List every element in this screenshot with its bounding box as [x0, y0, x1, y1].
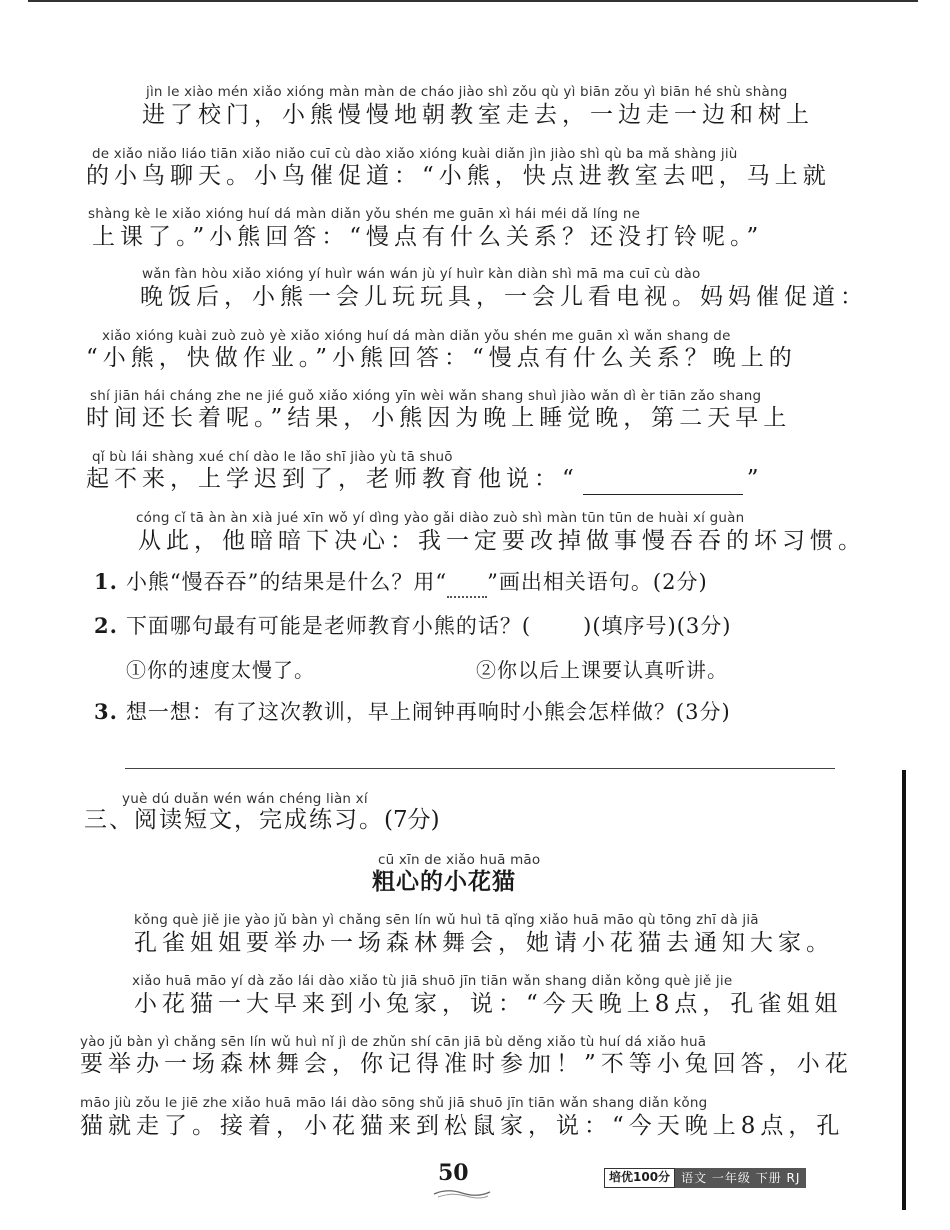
passage-line: “小熊，快做作业。”小熊回答：“慢点有什么关系？晚上的	[86, 345, 797, 371]
story-line: 要举办一场森林舞会，你记得准时参加！”不等小兔回答，小花	[80, 1051, 853, 1077]
passage-text: 起不来，上学迟到了，老师教育他说：“	[86, 466, 579, 492]
option-a: ①你的速度太慢了。	[126, 658, 315, 682]
story-title: 粗心的小花猫	[372, 869, 516, 895]
pinyin-line: de xiǎo niǎo liáo tiān xiǎo niǎo cuī cù dào xiǎo xióng kuài diǎn jìn jiào shì qù ba mǎ shàng jiù	[92, 146, 738, 162]
page-number: 50	[438, 1160, 469, 1186]
wavy-underline-mark	[447, 576, 487, 598]
pinyin-line: xiǎo huā māo yí dà zǎo lái dào xiǎo tù jiā shuō jīn tiān wǎn shang diǎn kǒng què jiě jie	[132, 973, 733, 989]
answer-blank[interactable]	[583, 472, 743, 495]
pinyin-line: yào jǔ bàn yì chǎng sēn lín wǔ huì nǐ jì de zhǔn shí cān jiā bù děng xiǎo tù huí dá xiǎo huā	[80, 1034, 707, 1050]
section-heading	[84, 804, 440, 836]
question-text: 下面哪句最有可能是老师教育小熊的话？(	[125, 614, 532, 638]
story-line: 小花猫一大早来到小兔家，说：“今天晚上8点，孔雀姐姐	[134, 991, 843, 1017]
pinyin-line: xiǎo xióng kuài zuò zuò yè xiǎo xióng huí dá màn diǎn yǒu shén me guān xì wǎn shang de	[102, 328, 731, 344]
question-2	[94, 610, 731, 642]
pinyin-line: māo jiù zǒu le jiē zhe xiǎo huā māo lái dào sōng shǔ jiā shuō jīn tiān wǎn shang diǎn kǒng	[80, 1095, 708, 1111]
pinyin-line: shí jiān hái cháng zhe ne jié guǒ xiǎo xióng yīn wèi wǎn shang shuì jiào wǎn dì èr tiān zǎo shang	[90, 388, 762, 404]
question-text: 小熊“慢吞吞”的结果是什么？用“	[125, 570, 448, 594]
pinyin-line: shàng kè le xiǎo xióng huí dá màn diǎn yǒu shén me guān xì hái méi dǎ líng ne	[88, 206, 641, 222]
passage-text: ”	[746, 466, 764, 492]
answer-line[interactable]	[125, 768, 835, 769]
question-3	[94, 696, 731, 728]
section-heading-text: 三、阅读短文，完成练习。	[84, 807, 384, 833]
pinyin-line: qǐ bù lái shàng xué chí dào le lǎo shī jiào yù tā shuō	[92, 449, 453, 465]
pinyin-line: kǒng què jiě jie yào jǔ bàn yì chǎng sēn lín wǔ huì tā qǐng xiǎo huā māo qù tōng zhī dà jiā	[134, 912, 759, 928]
option-b: ②你以后上课要认真听讲。	[476, 658, 728, 682]
passage-line	[86, 463, 764, 495]
pinyin-line: cū xīn de xiǎo huā māo	[378, 852, 541, 868]
pinyin-line: wǎn fàn hòu xiǎo xióng yí huìr wán wán jù yí huìr kàn diàn shì mā ma cuī cù dào	[142, 266, 701, 282]
passage-line: 时间还长着呢。”结果，小熊因为晚上睡觉晚，第二天早上	[86, 405, 792, 431]
brand-label: 培优100分	[604, 1168, 675, 1188]
story-line: 猫就走了。接着，小花猫来到松鼠家，说：“今天晚上8点，孔	[80, 1113, 845, 1139]
section-score: (7分)	[384, 807, 440, 833]
question-text: )(填序号)(3分)	[583, 614, 732, 638]
page-edge-line	[902, 770, 906, 1210]
top-border-line	[28, 0, 918, 2]
book-badge	[604, 1168, 806, 1188]
question-number: 2.	[94, 613, 118, 638]
passage-line: 上课了。”小熊回答：“慢点有什么关系？还没打铃呢。”	[92, 224, 764, 250]
swirl-ornament-icon	[432, 1186, 492, 1200]
question-number: 3.	[94, 699, 118, 724]
passage-line: 从此，他暗暗下决心：我一定要改掉做事慢吞吞的坏习惯。	[138, 528, 866, 554]
book-info-label: 语文 一年级 下册 RJ	[675, 1168, 806, 1188]
passage-line: 的小鸟聊天。小鸟催促道：“小熊，快点进教室去吧，马上就	[86, 163, 831, 189]
pinyin-line: cóng cǐ tā àn àn xià jué xīn wǒ yí dìng yào gǎi diào zuò shì màn tūn tūn de huài xí guàn	[136, 510, 745, 526]
passage-line: 晚饭后，小熊一会儿玩玩具，一会儿看电视。妈妈催促道：	[140, 284, 868, 310]
question-text: ”画出相关语句。(2分)	[487, 570, 708, 594]
question-text: 想一想：有了这次教训，早上闹钟再响时小熊会怎样做？(3分)	[125, 700, 731, 724]
pinyin-line: yuè dú duǎn wén wán chéng liàn xí	[122, 791, 368, 807]
passage-line: 进了校门，小熊慢慢地朝教室走去，一边走一边和树上	[142, 102, 814, 128]
question-1	[94, 566, 708, 598]
pinyin-line: jìn le xiào mén xiǎo xióng màn màn de cháo jiào shì zǒu qù yì biān zǒu yì biān hé shù shàng	[146, 84, 788, 100]
story-line: 孔雀姐姐要举办一场森林舞会，她请小花猫去通知大家。	[134, 930, 834, 956]
question-number: 1.	[94, 569, 118, 594]
